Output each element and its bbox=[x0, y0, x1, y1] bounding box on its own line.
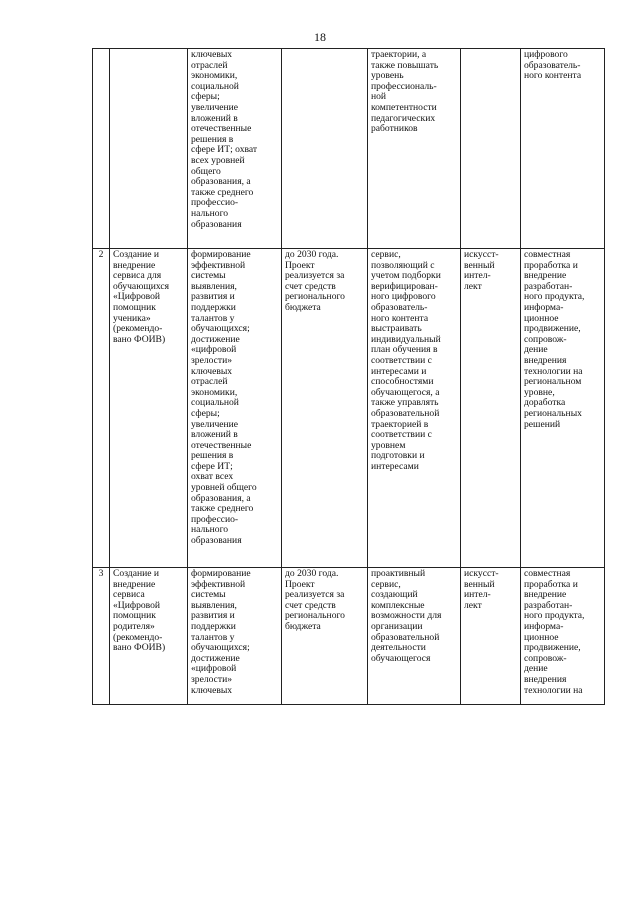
row-number-cell: 3 bbox=[93, 568, 110, 705]
row-number-cell bbox=[93, 49, 110, 249]
technology-cell: искусст- венный интел- лект bbox=[461, 249, 521, 568]
technology-cell bbox=[461, 49, 521, 249]
project-name-cell bbox=[110, 49, 188, 249]
goals-cell: ключевых отраслей экономики, социальной сферы; увеличение вложений в отечественные решения в сфере ИТ; охват всех уровней общего образования, а также среднего профессио- нального образования bbox=[188, 49, 282, 249]
measures-cell: совместная проработка и внедрение разработан- ного продукта, информа- ционное продвижение, сопровож- дение внедрения технологии на региональном уровне, доработка региональных решений bbox=[521, 249, 605, 568]
description-cell: траектории, а также повышать уровень профессиональ- ной компетентности педагогических работников bbox=[368, 49, 461, 249]
term-cell: до 2030 года. Проект реализуется за счет средств регионального бюджета bbox=[282, 568, 368, 705]
measures-cell: совместная проработка и внедрение разработан- ного продукта, информа- ционное продвижение, сопровож- дение внедрения технологии на bbox=[521, 568, 605, 705]
row-number-cell: 2 bbox=[93, 249, 110, 568]
goals-cell: формирование эффективной системы выявления, развития и поддержки талантов у обучающихся; достижение «цифровой зрелости» ключевых отраслей экономики, социальной сферы; увеличение вложений в отечественные решения в сфере ИТ; охват всех уровней общего образования, а также среднего профессио- нального образования bbox=[188, 249, 282, 568]
technology-cell: искусст- венный интел- лект bbox=[461, 568, 521, 705]
goals-cell: формирование эффективной системы выявления, развития и поддержки талантов у обучающихся; достижение «цифровой зрелости» ключевых bbox=[188, 568, 282, 705]
table-row bbox=[93, 49, 605, 249]
table-row bbox=[93, 249, 605, 568]
measures-cell: цифрового образователь- ного контента bbox=[521, 49, 605, 249]
table-row bbox=[93, 568, 605, 705]
description-cell: сервис, позволяющий с учетом подборки верифицирован- ного цифрового образователь- ного контента выстраивать индивидуальный план обучения в соответствии с интересами и способностями обучающегося, а также управлять образовательной траекторией в соответствии с уровнем подготовки и интересами bbox=[368, 249, 461, 568]
project-name-cell: Создание и внедрение сервиса для обучающихся «Цифровой помощник ученика» (рекомендо- вано ФОИВ) bbox=[110, 249, 188, 568]
project-name-cell: Создание и внедрение сервиса «Цифровой помощник родителя» (рекомендо- вано ФОИВ) bbox=[110, 568, 188, 705]
description-cell: проактивный сервис, создающий комплексные возможности для организации образовательной деятельности обучающегося bbox=[368, 568, 461, 705]
term-cell bbox=[282, 49, 368, 249]
page-number: 18 bbox=[314, 30, 326, 44]
term-cell: до 2030 года. Проект реализуется за счет средств регионального бюджета bbox=[282, 249, 368, 568]
projects-table bbox=[92, 48, 605, 705]
